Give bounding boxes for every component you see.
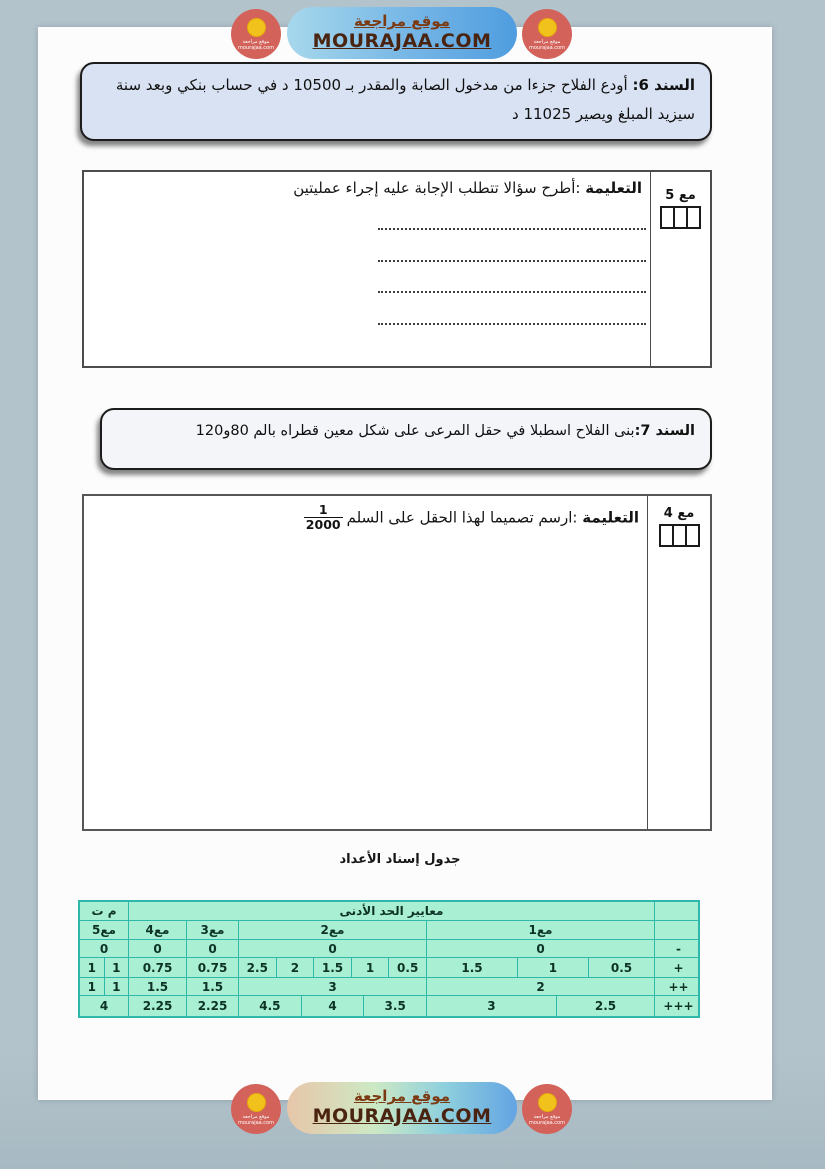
site-name-arabic: موقع مراجعة [353,12,451,31]
score-cell [686,206,701,229]
table-cell: 1 [105,978,130,995]
table-row [80,958,698,978]
logo-text-ar: موقع مراجعة [533,38,561,45]
book-logo-icon [247,1093,266,1112]
table-cell: 2.25 [187,996,239,1016]
logo-text-domain: mourajaa.com [528,1119,565,1126]
site-logo-icon [522,1084,572,1134]
logo-text-ar: موقع مراجعة [242,1113,270,1120]
table-cell: مع4 [129,921,187,939]
site-logo-icon [522,9,572,59]
grading-table-title: جدول إسناد الأعداد [339,852,461,867]
table-cell: مع3 [187,921,239,939]
answer-frame-exercise6 [82,170,712,368]
table-cell: 2.25 [129,996,187,1016]
table-cell: 0 [129,940,187,957]
exercise6-text: أودع الفلاح جزءا من مدخول الصابة والمقدر بـ 10500 د في حساب بنكي وبعد سنة سيزيد المبلغ ويصير 11025 د [115,76,695,124]
book-logo-icon [538,1093,557,1112]
answer-line [378,260,646,262]
table-cell: 2.5 [557,996,655,1016]
instruction-body: :ارسم تصميما لهذا الحقل على السلم [346,508,583,527]
table-cell: ++ [668,979,689,994]
instruction-body: :أطرح سؤالا تتطلب الإجابة عليه إجراء عمليتين [293,179,586,197]
table-row [80,978,698,996]
instruction7-text [84,496,647,533]
table-cell: 4 [302,996,365,1016]
table-cell: 3.5 [364,996,427,1016]
table-cell: معايير الحد الأدنى [129,902,655,920]
footer-banner [0,1080,825,1140]
table-row [80,902,698,921]
table-cell: 4 [80,996,129,1016]
logo-text-domain: mourajaa.com [237,1119,274,1126]
table-cell: 2.5 [239,958,277,977]
header-banner [0,5,825,65]
answer-line [378,323,646,325]
site-domain-link[interactable]: MOURAJAA.COM [312,1104,492,1127]
table-cell: مع2 [239,921,427,939]
answer-line [378,291,646,293]
table-cell: مع5 [80,921,129,939]
site-logo-icon [231,9,281,59]
table-cell: 0 [187,940,239,957]
table-cell: 0 [239,940,427,957]
grading-table [78,900,700,1018]
table-cell: 3 [239,978,427,995]
score-cell [685,524,700,547]
answer-frame-exercise7 [82,494,712,831]
table-cell: 3 [427,996,557,1016]
score-label: مع 5 [665,188,696,203]
table-cell: 1.5 [427,958,518,977]
logo-text-ar: موقع مراجعة [533,1113,561,1120]
exercise6-label: السند 6: [632,76,695,94]
table-cell: 1.5 [187,978,239,995]
scale-fraction: $\frac{1}{2000}$ [305,502,341,533]
table-cell: 0.75 [129,958,187,977]
table-cell: 0.5 [589,958,655,977]
answer-area [84,172,650,366]
table-cell: + [673,960,684,975]
exercise7-text: بنى الفلاح اسطبلا في حقل المرعى على شكل معين قطراه بالم 80و120 [195,423,635,439]
table-cell: مع1 [427,921,655,939]
table-cell: 0.75 [187,958,239,977]
table-cell: 1 [80,978,105,995]
table-row [80,996,698,1016]
instruction6-text [84,172,650,197]
site-banner-pill [287,7,517,59]
table-cell: 2 [427,978,655,995]
instruction-label: التعليمة [585,179,642,197]
table-cell: 1 [105,958,130,977]
table-cell: 1 [80,958,105,977]
table-cell: 1.5 [314,958,352,977]
score-column [650,172,710,366]
score-boxes [660,206,701,229]
table-cell: م ت [80,902,129,920]
table-cell: 1 [352,958,390,977]
drawing-area [84,496,647,829]
table-cell: 0 [427,940,655,957]
table-cell: 2 [277,958,315,977]
answer-line [378,228,646,230]
book-logo-icon [247,18,266,37]
table-cell: +++ [663,999,694,1013]
site-name-arabic: موقع مراجعة [353,1087,451,1106]
exercise7-label: السند 7: [634,423,695,439]
exercise6-statement-box [80,62,712,141]
logo-text-domain: mourajaa.com [237,44,274,51]
table-cell: - [676,941,681,956]
score-column [647,496,710,829]
instruction-label: التعليمة [582,508,639,527]
logo-text-ar: موقع مراجعة [242,38,270,45]
table-cell [655,921,702,939]
score-boxes [659,524,700,547]
table-row [80,921,698,940]
book-logo-icon [538,18,557,37]
table-cell: 1.5 [129,978,187,995]
site-banner-pill [287,1082,517,1134]
site-logo-icon [231,1084,281,1134]
table-cell: 4.5 [239,996,302,1016]
logo-text-domain: mourajaa.com [528,44,565,51]
table-cell: 0 [80,940,129,957]
exercise7-statement-box [100,408,712,470]
table-cell [655,902,702,920]
score-label: مع 4 [663,506,695,521]
table-row [80,940,698,958]
table-cell: 0.5 [389,958,427,977]
site-domain-link[interactable]: MOURAJAA.COM [312,29,492,52]
table-cell: 1 [518,958,589,977]
